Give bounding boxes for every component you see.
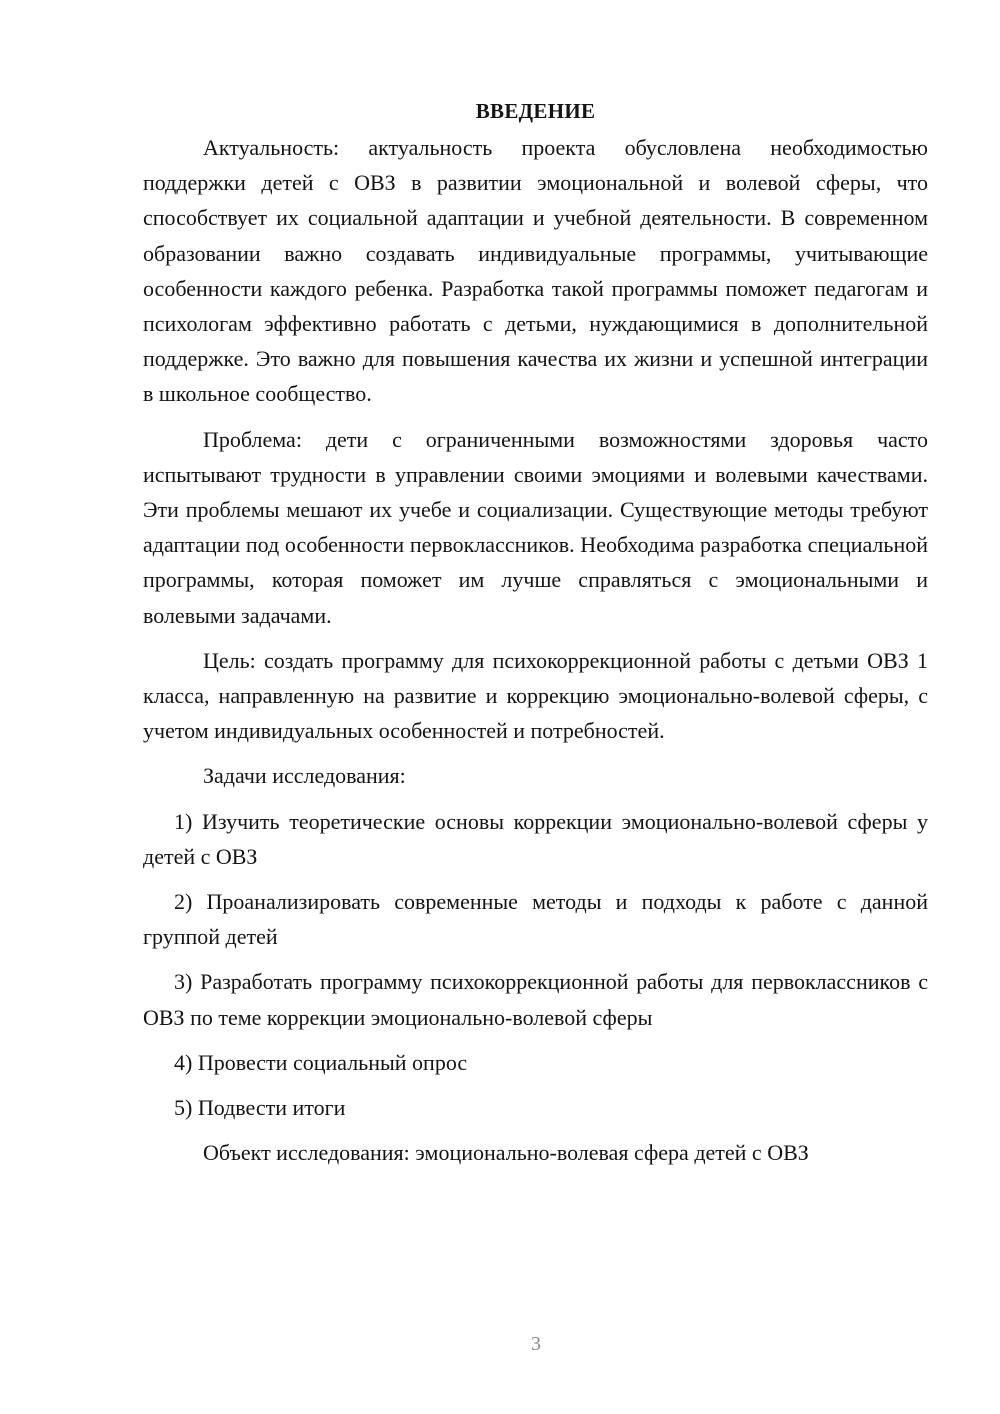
page-number: 3 (531, 1333, 541, 1355)
task-item-1: 1) Изучить теоретические основы коррекции эмоционально-волевой сферы у детей с ОВЗ (143, 808, 928, 869)
page-body (143, 94, 928, 1170)
task-item-3: 3) Разработать программу психокоррекционной работы для первоклассников с ОВЗ по теме коррекции эмоционально-волевой сферы (143, 969, 928, 1030)
task-item-4: 4) Провести социальный опрос (174, 1049, 468, 1075)
paragraph-goal: Цель: создать программу для психокоррекционной работы с детьми ОВЗ 1 класса, направленную на развитие и коррекцию эмоционально-волевой сферы, с учетом индивидуальных особенностей и потребностей. (143, 647, 928, 744)
paragraph-problem: Проблема: дети с ограниченными возможностями здоровья часто испытывают трудности в управлении своими эмоциями и волевыми качествами. Эти проблемы мешают их учебе и социализации. Существующие методы требуют адаптации под особенности первоклассников. Необходима разработка специальной программы, которая поможет им лучше справляться с эмоциональными и волевыми задачами. (143, 426, 928, 628)
paragraph-relevance: Актуальность: актуальность проекта обусловлена необходимостью поддержки детей с ОВЗ в развитии эмоциональной и волевой сферы, что способствует их социальной адаптации и учебной деятельности. В современном образовании важно создавать индивидуальные программы, учитывающие особенности каждого ребенка. Разработка такой программы поможет педагогам и психологам эффективно работать с детьми, нуждающимися в дополнительной поддержке. Это важно для повышения качества их жизни и успешной интеграции в школьное сообщество. (143, 135, 928, 407)
page-title: ВВЕДЕНИЕ (475, 99, 596, 123)
task-item-5: 5) Подвести итоги (174, 1095, 346, 1121)
tasks-heading: Задачи исследования: (203, 763, 406, 789)
task-item-2: 2) Проанализировать современные методы и подходы к работе с данной группой детей (143, 889, 928, 950)
paragraph-object: Объект исследования: эмоционально-волевая сфера детей с ОВЗ (203, 1140, 809, 1166)
